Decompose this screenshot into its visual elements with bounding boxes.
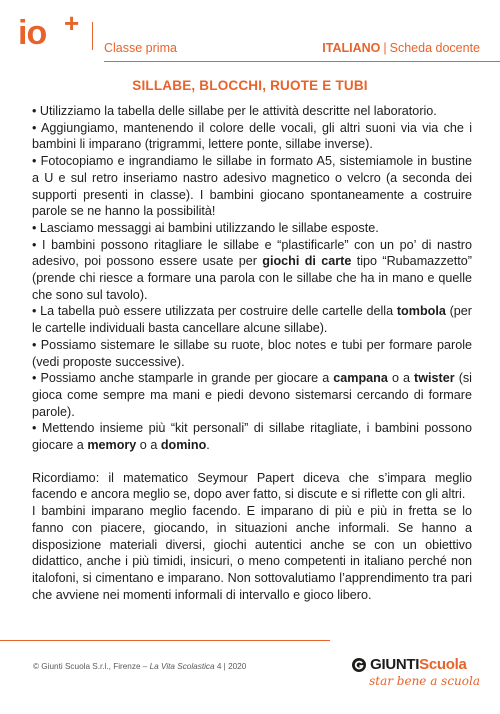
class-label: Classe prima [104, 41, 177, 55]
text-span: tipo “Rubamazzetto” (prende chi riesce a formare una parola con le sillabe che ha in mano e quelle che sono sul tavolo). [32, 254, 472, 302]
bullet-item [32, 120, 472, 153]
text-span: • Aggiungiamo, mantenendo il colore delle vocali, gli altri suoni via via che i bambini li imparano (trigrammi, lettere ponte, sillabe inverse). [32, 120, 472, 152]
text-span: • Possiamo sistemare le sillabe su ruote, bloc notes e tubi per formare parole (vedi proposte successive). [32, 337, 472, 369]
bullet-item [32, 337, 472, 370]
bold-term: memory [87, 438, 137, 453]
text-span: o a [387, 371, 415, 386]
bullet-item [32, 220, 472, 237]
giunti-g-icon [351, 657, 367, 673]
footer-credit [33, 662, 246, 671]
copyright-text: © Giunti Scuola S.r.l., Firenze – [33, 662, 150, 671]
text-span: • I bambini possono ritagliare le sillabe e “plastificarle” con un po’ di nastro adesivo, poi possono essere usate per [32, 237, 472, 269]
brand-name-main: GIUNTI [370, 656, 420, 673]
bullet-item [32, 237, 472, 304]
bullet-item [32, 420, 472, 453]
bullet-item [32, 103, 472, 120]
footer-rule [0, 640, 330, 641]
header-divider [92, 22, 93, 50]
issue-text: 4 | 2020 [214, 662, 247, 671]
text-span: (si gioca come sempre ma mani e piedi devono sistemarsi cercando di formare parole). [32, 371, 472, 419]
giunti-scuola-brand [351, 656, 480, 688]
bullet-item [32, 303, 472, 336]
bullet-item [32, 370, 472, 420]
brand-name-accent: Scuola [419, 656, 467, 673]
body-paragraph: I bambini imparano meglio facendo. E imparano di più e più in fretta se lo fanno con piacere, giocando, in situazioni anche informali. Se hanno a disposizione materiali diversi, giochi autentici anche se con un obiettivo didattico, anche i più timidi, insicuri, o meno competenti in italiano perché non italofoni, si cimentano e imparano. Non sottovalutiamo l’apprendimento tra pari che avviene nei momenti informali di intervallo e gioco libero. [32, 504, 472, 602]
text-span: • Possiamo anche stamparle in grande per giocare a [32, 371, 334, 386]
io-plus-logo [18, 8, 80, 56]
text-span: • Lasciamo messaggi ai bambini utilizzando le sillabe esposte. [32, 220, 379, 235]
text-span: (per le cartelle individuali basta cancellare alcune sillabe). [32, 304, 472, 336]
subject-label: ITALIANO [322, 41, 381, 55]
doc-type-label: Scheda docente [389, 41, 480, 55]
header-rule [104, 61, 500, 62]
content-body [32, 103, 472, 603]
text-span: • Utilizziamo la tabella delle sillabe per le attività descritte nel laboratorio. [32, 104, 437, 118]
magazine-name: La Vita Scolastica [149, 662, 215, 671]
text-span: • La tabella può essere utilizzata per costruire delle cartelle della [32, 304, 397, 319]
logo-text: io [18, 14, 47, 52]
bold-term: campana [333, 371, 388, 386]
brand-name [370, 656, 466, 673]
header-subject-block [322, 41, 480, 55]
header-separator: | [383, 41, 387, 55]
section-gap [32, 454, 472, 470]
text-span: • Fotocopiamo e ingrandiamo le sillabe in formato A5, sistemiamole in bustine a U e sul retro inseriamo nastro adesivo magnetico o velcro (a seconda dei supporti presenti in classe). I bambini giocano spontaneamente a costruire parole se ne hanno la possibilità! [32, 154, 472, 219]
brand-row [351, 656, 480, 673]
bold-term: tombola [396, 304, 446, 319]
bullet-item [32, 153, 472, 220]
body-paragraph: Ricordiamo: il matematico Seymour Papert diceva che s’impara meglio facendo e ancora meglio se, dopo aver fatto, si discute e si riflette con gli altri. [32, 470, 472, 502]
logo-plus: + [64, 8, 80, 38]
text-span: . [206, 438, 210, 453]
page-title: SILLABE, BLOCCHI, RUOTE E TUBI [132, 78, 368, 93]
bold-term: twister [414, 371, 455, 386]
text-span: • Mettendo insieme più “kit personali” di sillabe ritagliate, i bambini possono giocare a [32, 421, 472, 453]
text-span: o a [136, 438, 161, 453]
bold-term: domino [160, 438, 207, 453]
bold-term: giochi di carte [262, 254, 352, 269]
brand-tagline: star bene a scuola [369, 674, 480, 688]
